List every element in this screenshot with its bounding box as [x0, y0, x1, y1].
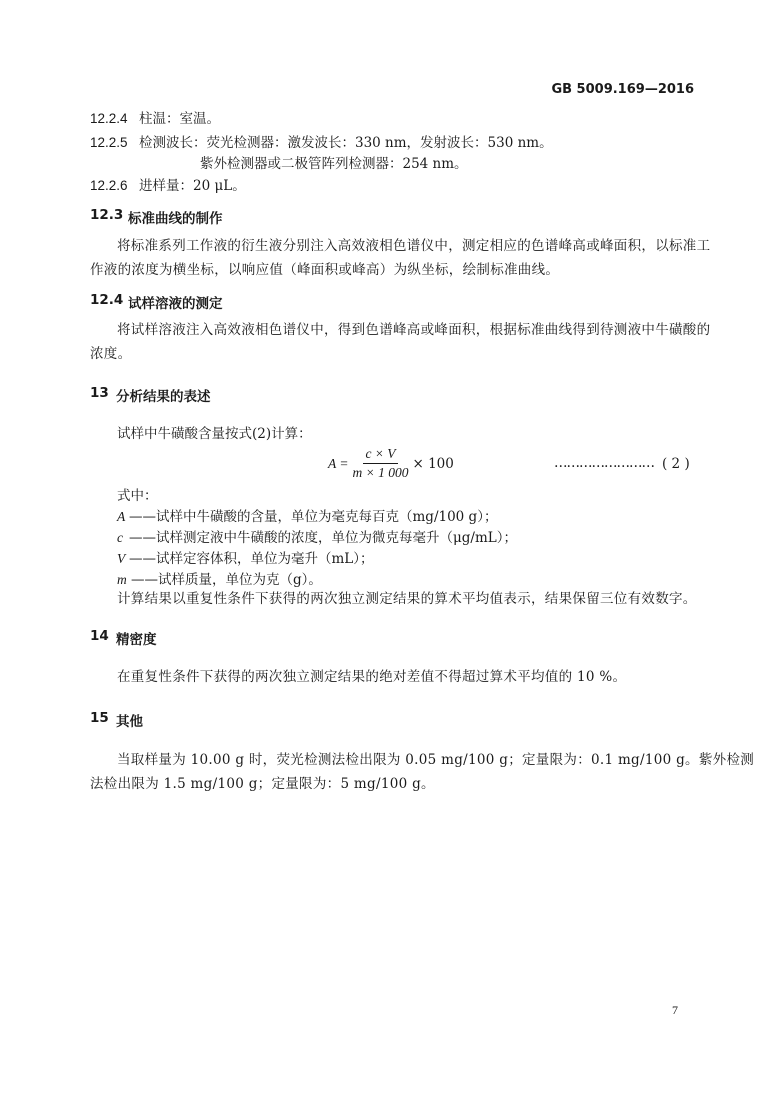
variable-definition [117, 550, 374, 568]
clause-number: 12.2.5 [90, 135, 128, 150]
variable-description: ——试样中牛磺酸的含量，单位为毫克每百克（mg/100 g）； [129, 509, 498, 525]
formula-factor: × 100 [412, 455, 454, 472]
variable-symbol: m [117, 572, 127, 587]
clause-number: 12.2.6 [90, 178, 128, 193]
paragraph-line: 当取样量为 10.00 g 时，荧光检测法检出限为 0.05 mg/100 g；定量限为：0.1 mg/100 g。紫外检测 [117, 752, 755, 768]
standard-number: GB 5009.169—2016 [551, 82, 694, 97]
section-number: 14 [90, 628, 109, 644]
section-title: 标准曲线的制作 [128, 211, 223, 227]
formula-denominator: m × 1 000 [352, 465, 409, 480]
formula-leader-dots: …………………… [554, 455, 654, 471]
section-number: 12.4 [90, 292, 124, 308]
variable-symbol: A [117, 509, 126, 524]
paragraph-line: 在重复性条件下获得的两次独立测定结果的绝对差值不得超过算术平均值的 10 %。 [117, 669, 627, 685]
clause-text: 检测波长：荧光检测器：激发波长：330 nm，发射波长：530 nm。 [139, 135, 553, 151]
page-number: 7 [672, 1003, 678, 1017]
formula-fraction [353, 446, 409, 481]
paragraph-line: 将试样溶液注入高效液相色谱仪中，得到色谱峰高或峰面积，根据标准曲线得到待测液中牛磺酸的 [117, 322, 711, 338]
section-number: 13 [90, 385, 109, 401]
result-statement: 计算结果以重复性条件下获得的两次独立测定结果的算术平均值表示，结果保留三位有效数字。 [117, 591, 697, 607]
section-title: 分析结果的表述 [116, 389, 211, 405]
formula-lhs: A = [328, 455, 349, 471]
variable-description: ——试样质量，单位为克（g）。 [131, 572, 322, 588]
formula-numerator: c × V [363, 446, 397, 464]
variable-symbol: c [117, 530, 123, 545]
formula-intro: 试样中牛磺酸含量按式(2)计算： [117, 426, 312, 442]
where-label: 式中： [117, 488, 158, 504]
variable-description: ——试样测定液中牛磺酸的浓度，单位为微克每毫升（μg/mL）； [129, 530, 517, 546]
clause-text: 进样量：20 μL。 [139, 178, 246, 194]
section-title: 精密度 [116, 632, 157, 648]
formula [328, 446, 454, 481]
section-title: 试样溶液的测定 [128, 296, 223, 312]
clause-number: 12.2.4 [90, 111, 128, 126]
paragraph-line: 将标准系列工作液的衍生液分别注入高效液相色谱仪中，测定相应的色谱峰高或峰面积，以标准工 [117, 238, 711, 254]
variable-symbol: V [117, 551, 126, 566]
variable-definition [117, 508, 497, 526]
clause-text: 柱温：室温。 [139, 111, 220, 127]
section-number: 15 [90, 710, 109, 726]
variable-definition [117, 529, 517, 547]
paragraph-line: 作液的浓度为横坐标，以响应值（峰面积或峰高）为纵坐标，绘制标准曲线。 [90, 262, 560, 278]
formula-label: ( 2 ) [662, 456, 690, 472]
clause-text-continued: 紫外检测器或二极管阵列检测器：254 nm。 [200, 156, 468, 172]
variable-description: ——试样定容体积，单位为毫升（mL）； [129, 551, 374, 567]
section-title: 其他 [116, 714, 143, 730]
paragraph-line: 浓度。 [90, 346, 132, 362]
paragraph-line: 法检出限为 1.5 mg/100 g；定量限为：5 mg/100 g。 [90, 776, 435, 792]
section-number: 12.3 [90, 207, 124, 223]
